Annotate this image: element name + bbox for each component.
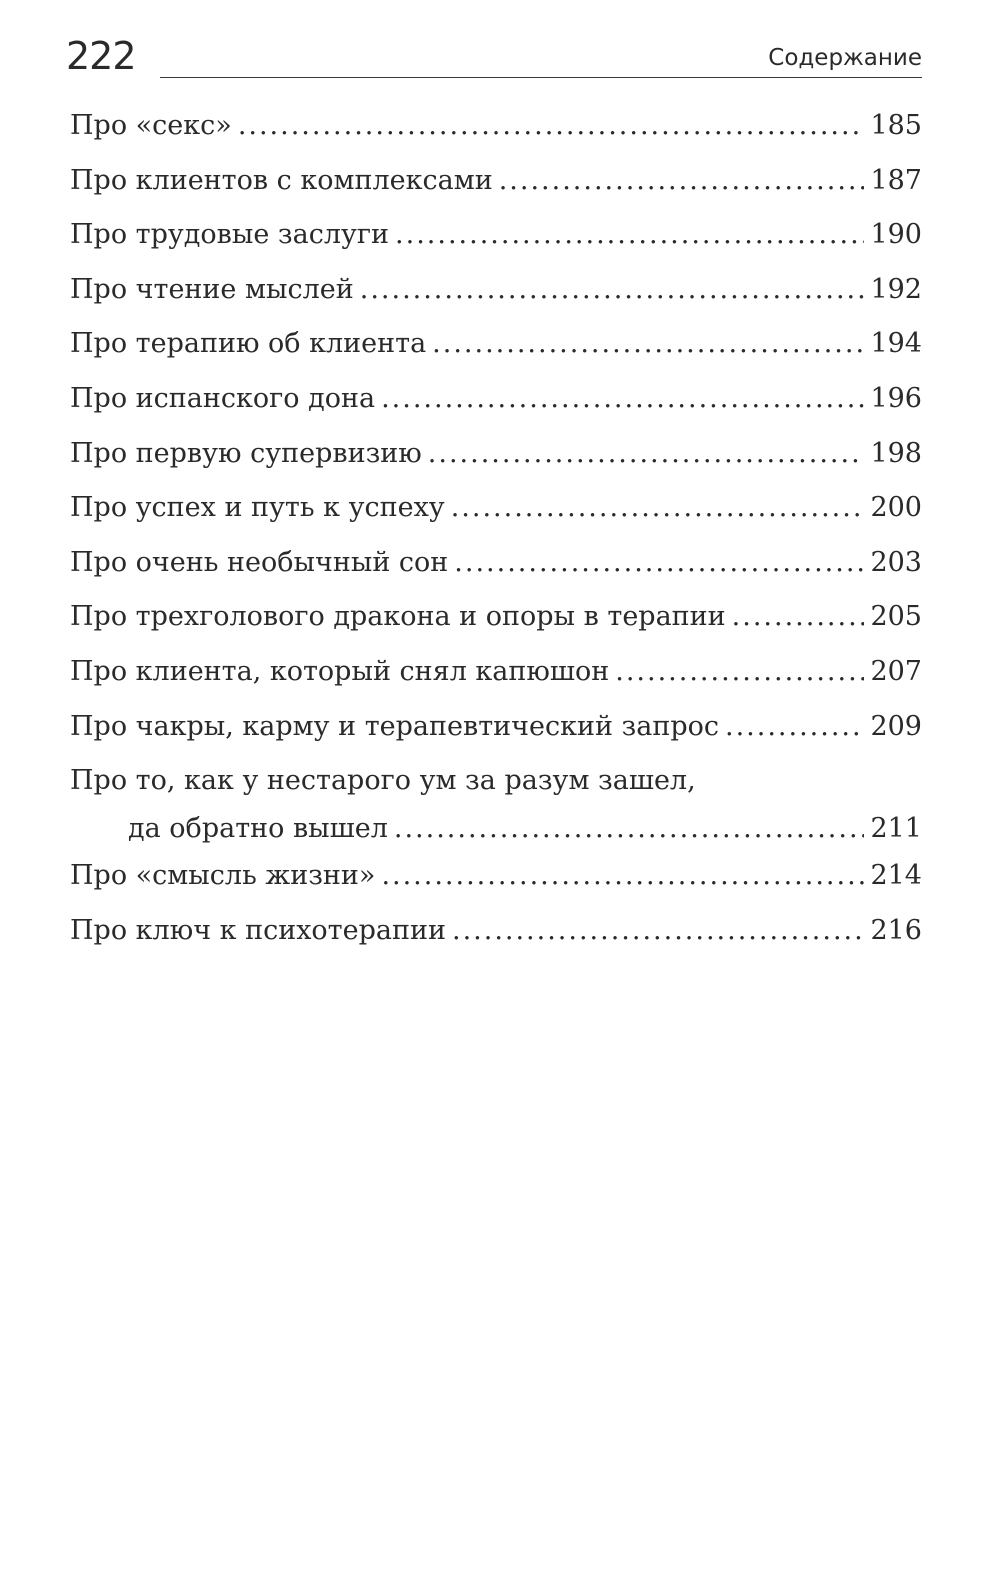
toc-entry-page: 185: [870, 110, 922, 141]
toc-entry: [70, 652, 922, 707]
toc-entry: [70, 761, 922, 856]
toc-dot-leader: [381, 379, 864, 419]
toc-entry: [70, 324, 922, 379]
toc-dot-leader: [725, 707, 864, 747]
toc-dot-leader: [451, 488, 865, 528]
toc-entry-page: 209: [870, 710, 922, 742]
toc-entry-page: 211: [870, 813, 922, 845]
toc-entry-title: Про чакры, карму и терапевтический запрос: [70, 710, 720, 742]
toc-entry: [70, 434, 922, 489]
toc-entry: [70, 488, 922, 543]
toc-dot-leader: [454, 543, 864, 583]
toc-entry-title: Про чтение мыслей: [70, 273, 354, 305]
toc-dot-leader: [452, 911, 864, 951]
header-rule: [160, 77, 922, 78]
toc-entry-page: 192: [870, 273, 922, 305]
toc-entry-title: Про трудовые заслуги: [70, 219, 390, 251]
toc-entry: [70, 543, 922, 598]
toc-entry: [70, 106, 922, 161]
toc-dot-leader: [238, 106, 865, 146]
toc-entry-page: 187: [870, 164, 922, 196]
toc-entry: [70, 379, 922, 434]
toc-entry-page: 203: [870, 546, 922, 578]
toc-dot-leader: [381, 856, 864, 896]
toc-entry-title-line2: да обратно вышел: [128, 813, 388, 845]
toc-entry-page: 190: [870, 219, 922, 251]
toc-entry: [70, 597, 922, 652]
toc-entry-page: 205: [870, 601, 922, 633]
toc-entry-page: 216: [870, 914, 922, 946]
toc-entry: [70, 215, 922, 270]
toc-entry-title: Про клиентов с комплексами: [70, 164, 493, 196]
toc-entry-title: Про испанского дона: [70, 382, 376, 414]
toc-entry-title: Про очень необычный сон: [70, 546, 449, 578]
toc-entry-title: Про «секс»: [70, 110, 232, 141]
toc-entry-page: 214: [870, 860, 922, 892]
toc-entry-title: Про «смысль жизни»: [70, 860, 376, 892]
toc-entry: [70, 270, 922, 325]
toc-entry: [70, 856, 922, 911]
toc-entry-title: Про клиента, который снял капюшон: [70, 655, 610, 687]
toc-entry-page: 194: [870, 328, 922, 360]
toc-entry-title: Про трехголового дракона и опоры в терапии: [70, 601, 726, 633]
toc-dot-leader: [395, 215, 864, 255]
toc-dot-leader: [615, 652, 864, 692]
toc-entry-title: Про терапию об клиента: [70, 328, 427, 360]
toc-entry: [70, 161, 922, 216]
toc-entry-title: Про первую супервизию: [70, 437, 422, 469]
toc-entry: [70, 707, 922, 762]
toc-entry-page: 200: [870, 492, 922, 524]
toc-entry: [70, 911, 922, 966]
toc-entry-title: Про успех и путь к успеху: [70, 492, 445, 524]
page-number: 222: [66, 34, 136, 78]
toc-dot-leader: [394, 809, 865, 849]
toc-dot-leader: [732, 597, 865, 637]
table-of-contents: [70, 106, 922, 965]
toc-entry-page: 207: [870, 655, 922, 687]
toc-dot-leader: [360, 270, 865, 310]
toc-dot-leader: [428, 434, 865, 474]
running-head: Содержание: [768, 45, 922, 71]
toc-entry-title: Про ключ к психотерапии: [70, 914, 446, 946]
toc-dot-leader: [499, 161, 865, 201]
toc-entry-title-line1: Про то, как у нестарого ум за разум зашел,: [70, 765, 696, 797]
toc-entry-page: 196: [870, 382, 922, 414]
toc-entry-page: 198: [870, 437, 922, 469]
toc-dot-leader: [432, 324, 864, 364]
